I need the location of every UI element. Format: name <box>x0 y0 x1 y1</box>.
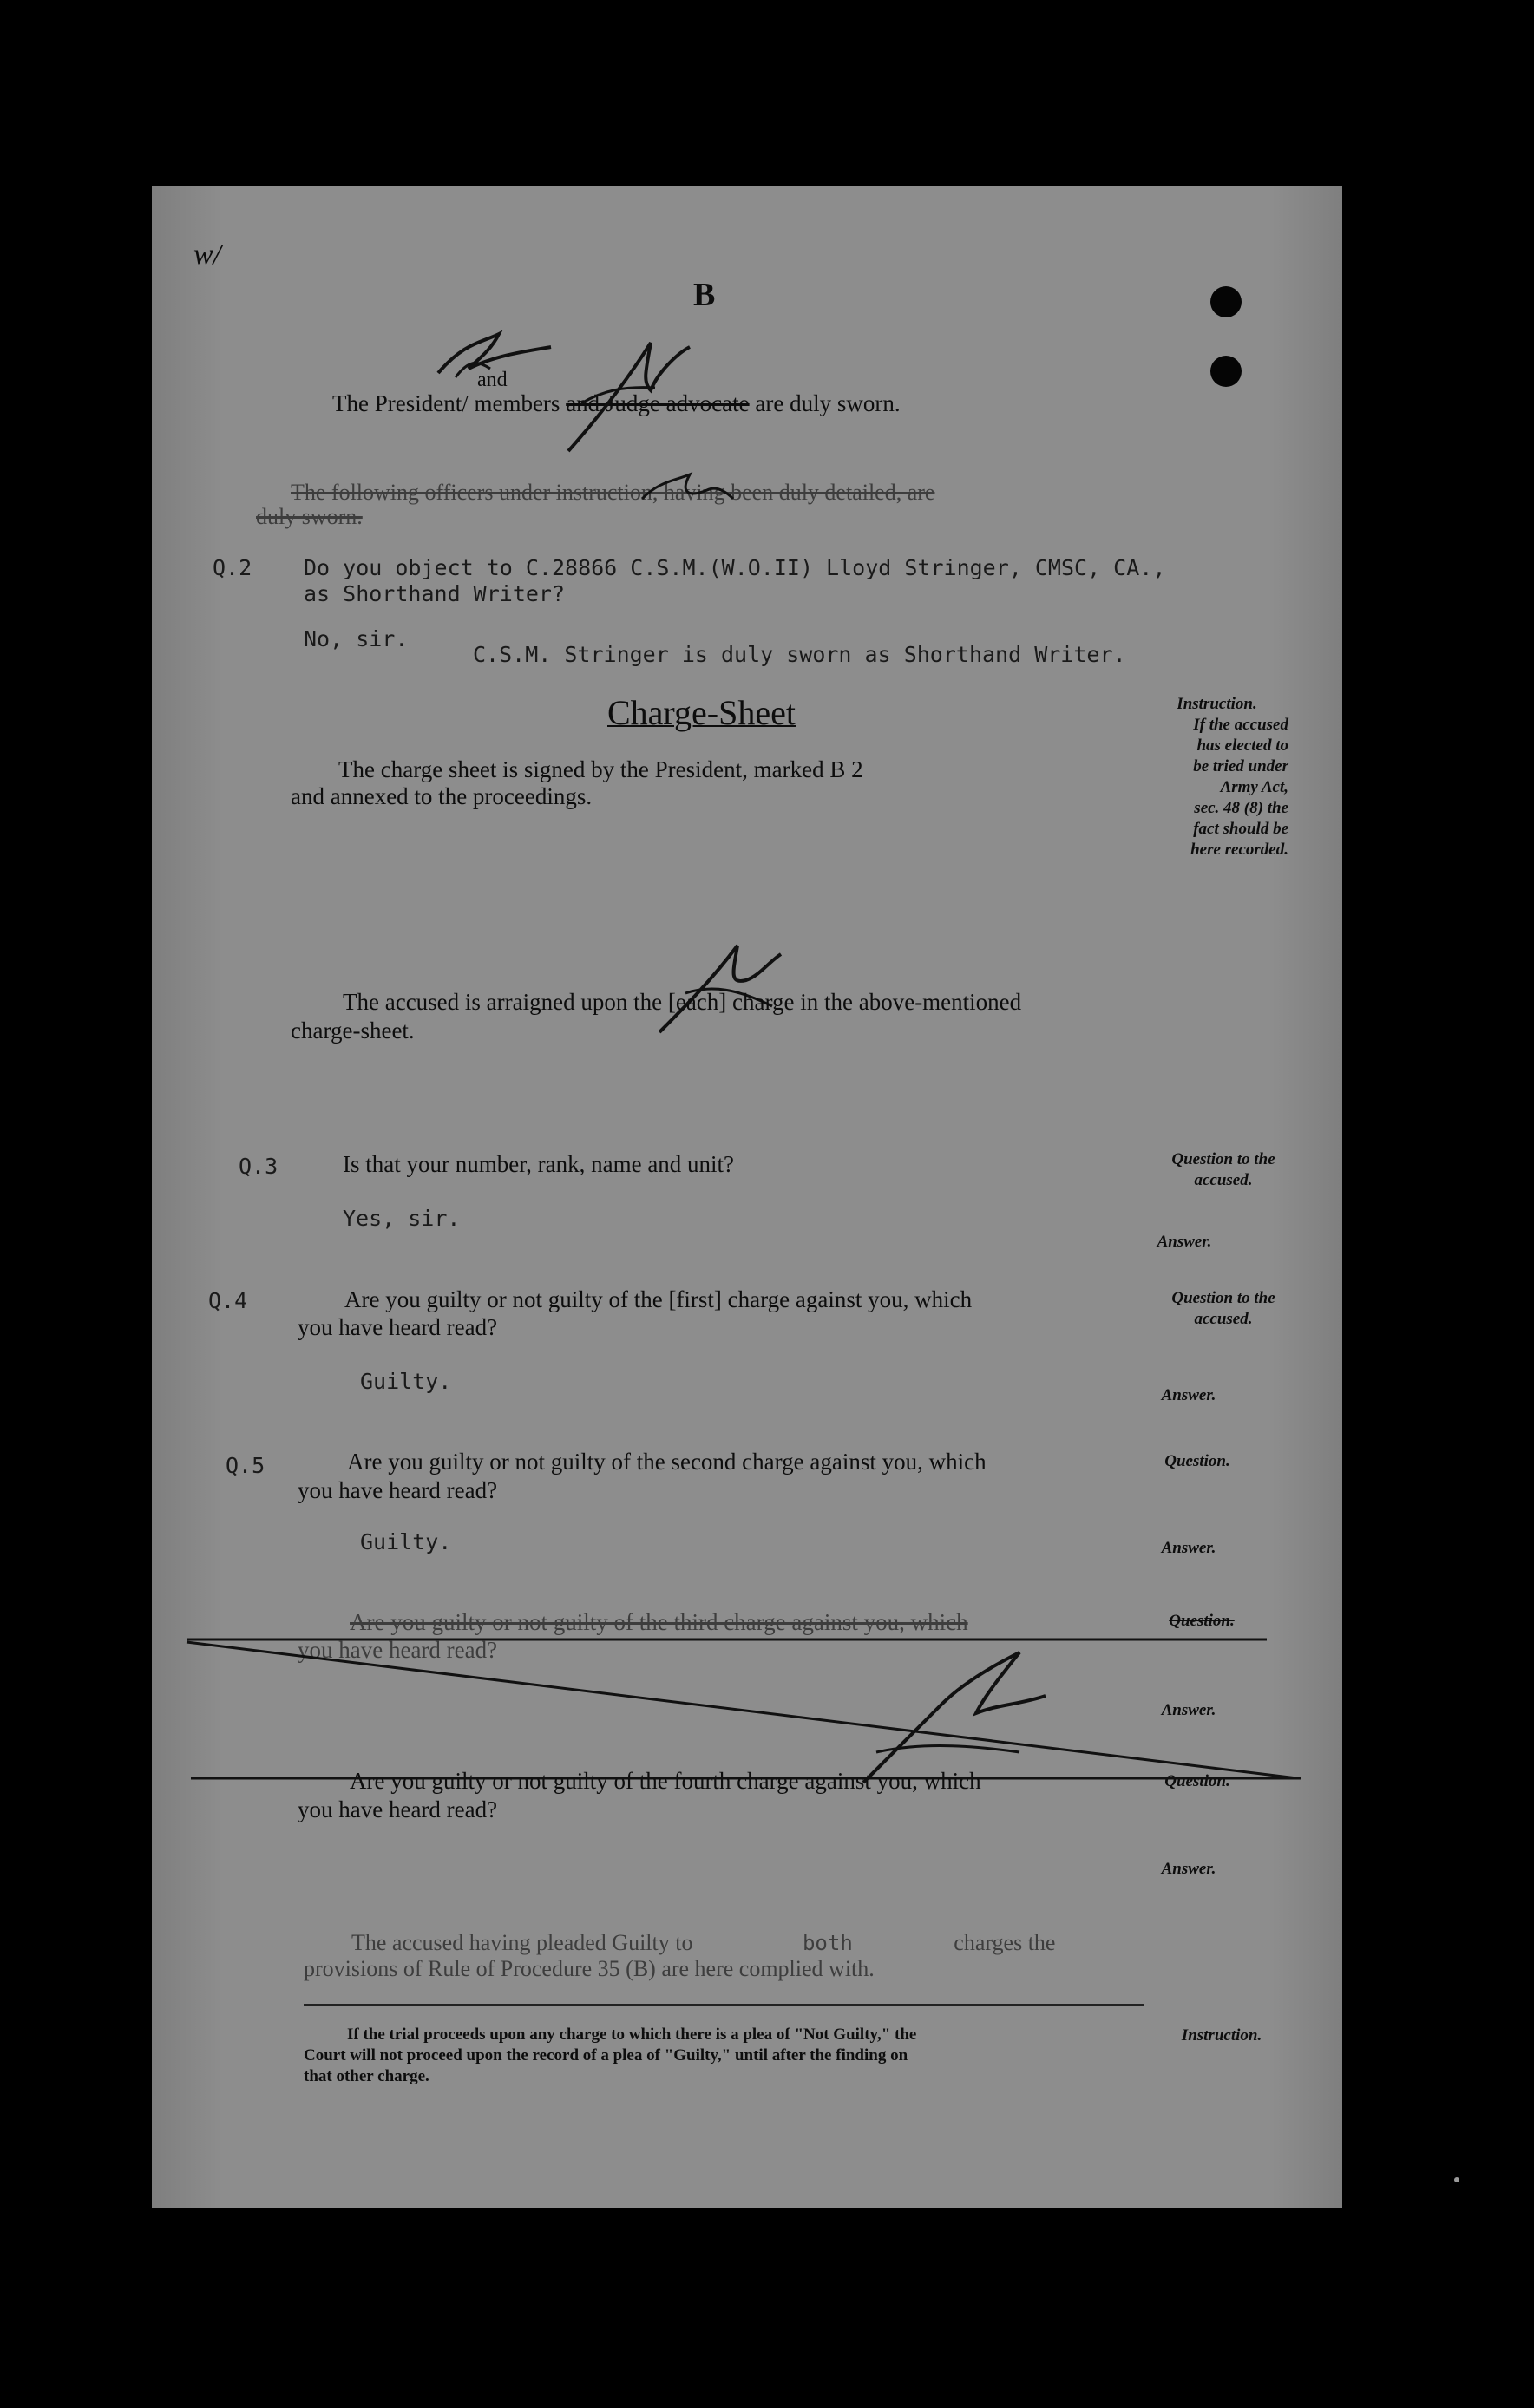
charge-sheet-line2: and annexed to the proceedings. <box>291 783 593 809</box>
charge-sheet-heading: Charge-Sheet <box>607 693 796 732</box>
punch-hole-top <box>1210 286 1242 317</box>
q2-sworn-note: C.S.M. Stringer is duly sworn as Shorthand Writer. <box>473 642 1126 667</box>
q4-answer: Guilty. <box>360 1369 452 1394</box>
third-charge-line2: you have heard read? <box>298 1637 498 1663</box>
sworn-line: The President/ members and Judge advocate are duly sworn. <box>332 390 901 416</box>
corner-mark: w/ <box>193 239 222 271</box>
initials-scribble <box>429 308 759 464</box>
sworn-insert-and: and <box>477 369 508 391</box>
q5-number: Q.5 <box>226 1453 266 1478</box>
footnote-rule <box>304 2004 1144 2006</box>
third-answer-note: Answer. <box>1161 1701 1216 1719</box>
q4-question-line2: you have heard read? <box>298 1314 498 1340</box>
instruction-margin-note: Instruction. If the accused has elected to be tried under Army Act, sec. 48 (8) the fact should be here recorded. <box>1177 695 1288 859</box>
fourth-charge-line2: you have heard read? <box>298 1796 498 1822</box>
officers-struck-line1: The following officers under instruction, having been duly detailed, are <box>291 480 935 505</box>
document-page <box>152 186 1342 2208</box>
footnote-line1: If the trial proceeds upon any charge to which there is a plea of "Not Guilty," the <box>347 2025 917 2044</box>
q5-answer-note: Answer. <box>1161 1539 1216 1557</box>
arraigned-line1: The accused is arraigned upon the [each] charge in the above-mentioned <box>343 989 1022 1015</box>
film-speck <box>1454 2177 1459 2182</box>
fourth-answer-note: Answer. <box>1161 1860 1216 1878</box>
struck-judge-advocate: and Judge advocate <box>566 390 750 416</box>
third-question-note: Question. <box>1169 1612 1235 1630</box>
q5-answer: Guilty. <box>360 1529 452 1554</box>
pleaded-filled-both: both <box>802 1931 853 1955</box>
q2-question-line1: Do you object to C.28866 C.S.M.(W.O.II) Lloyd Stringer, CMSC, CA., <box>304 555 1166 580</box>
pleaded-line2: provisions of Rule of Procedure 35 (B) are here complied with. <box>304 1956 875 1981</box>
q3-question-note: Question to the accused. <box>1171 1150 1275 1189</box>
footnote-instruction-note: Instruction. <box>1181 2026 1262 2045</box>
footnote-line2: Court will not proceed upon the record of a plea of "Guilty," until after the finding on <box>304 2046 908 2064</box>
q2-question-line2: as Shorthand Writer? <box>304 581 566 606</box>
officers-struck-line2: duly sworn. <box>256 504 363 529</box>
q4-number: Q.4 <box>208 1288 248 1313</box>
q3-question: Is that your number, rank, name and unit? <box>343 1151 735 1177</box>
q5-question-line2: you have heard read? <box>298 1477 498 1503</box>
q2-number: Q.2 <box>213 555 252 580</box>
footnote-line3: that other charge. <box>304 2067 429 2085</box>
q5-question-line1: Are you guilty or not guilty of the second charge against you, which <box>347 1449 987 1475</box>
fourth-charge-line1: Are you guilty or not guilty of the fourth charge against you, which <box>350 1768 981 1794</box>
q4-question-line1: Are you guilty or not guilty of the [first] charge against you, which <box>344 1286 973 1312</box>
charge-sheet-line1: The charge sheet is signed by the President, marked B 2 <box>338 756 863 782</box>
q3-answer-note: Answer. <box>1157 1233 1212 1251</box>
officers-initials-scribble <box>638 464 742 525</box>
cancellation-strokes <box>152 1574 1342 1835</box>
q3-answer: Yes, sir. <box>343 1206 461 1231</box>
q5-question-note: Question. <box>1164 1452 1230 1470</box>
q4-answer-note: Answer. <box>1161 1386 1216 1404</box>
q4-question-note: Question to the accused. <box>1171 1289 1275 1328</box>
third-charge-line1: Are you guilty or not guilty of the third charge against you, which <box>350 1609 968 1635</box>
fourth-question-note: Question. <box>1164 1772 1230 1790</box>
q2-answer: No, sir. <box>304 626 409 651</box>
arraigned-line2: charge-sheet. <box>291 1018 415 1044</box>
pleaded-line1: The accused having pleaded Guilty to both charges the <box>351 1930 1056 1955</box>
arraigned-initials-scribble <box>651 928 790 1041</box>
punch-hole-bottom <box>1210 356 1242 387</box>
page-letter: B <box>693 277 716 313</box>
q3-number: Q.3 <box>239 1154 279 1179</box>
